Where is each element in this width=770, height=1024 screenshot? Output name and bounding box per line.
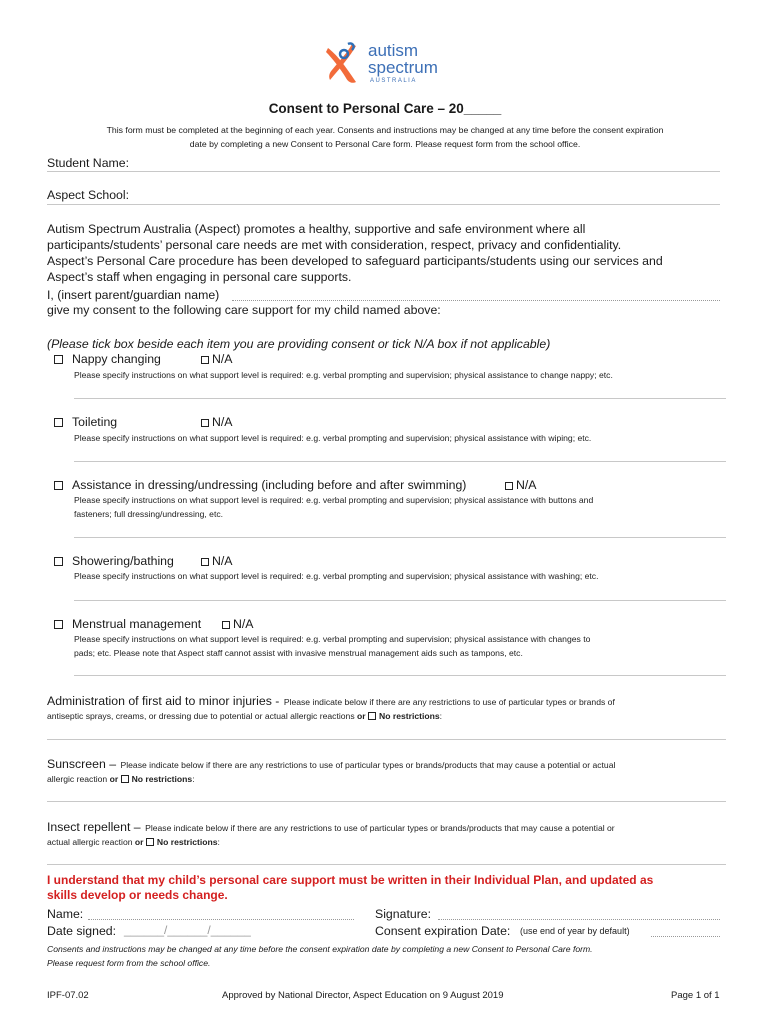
footer-note-line2: Please request form from the school office. xyxy=(47,958,211,968)
sunscreen-section xyxy=(47,756,737,786)
toileting-na-label: N/A xyxy=(212,415,233,429)
showering-note xyxy=(74,569,599,583)
item-menstrual xyxy=(54,617,201,631)
logo-line2: spectrum xyxy=(368,58,438,77)
consent-line2: give my consent to the following care support for my child named above: xyxy=(47,303,441,317)
first-aid-text2: antiseptic sprays, creams, or dressing due to potential or actual allergic reactions xyxy=(47,711,355,721)
dressing-note-line2: fasteners; full dressing/undressing, etc. xyxy=(74,509,224,519)
footer-page: Page 1 of 1 xyxy=(671,990,720,1001)
logo xyxy=(322,40,452,90)
sunscreen-heading: Sunscreen – xyxy=(47,757,117,771)
showering-na-checkbox[interactable] xyxy=(201,558,209,566)
sunscreen-or: or xyxy=(109,774,119,784)
showering-na-label: N/A xyxy=(212,554,233,568)
showering-label: Showering/bathing xyxy=(72,554,174,568)
dressing-note-line1: Please specify instructions on what support level is required: e.g. verbal prompting and supervision; physical assistance with buttons and xyxy=(74,495,594,505)
expiry-label: Consent expiration Date: xyxy=(375,924,511,938)
student-name-field[interactable] xyxy=(47,171,720,172)
dressing-label: Assistance in dressing/undressing (including before and after swimming) xyxy=(72,478,467,492)
insect-heading: Insect repellent – xyxy=(47,820,141,834)
item-nappy xyxy=(54,352,161,366)
item-showering xyxy=(54,554,174,568)
menstrual-label: Menstrual management xyxy=(72,617,202,631)
first-aid-section xyxy=(47,693,737,723)
sunscreen-field[interactable] xyxy=(47,801,726,802)
footer-note-line1: Consents and instructions may be changed at any time before the consent expiration date by completing a new Consent to Personal Care form. xyxy=(47,944,593,954)
student-name-label: Student Name: xyxy=(47,156,130,170)
expiry-note: (use end of year by default) xyxy=(520,926,630,936)
menstrual-note-line1: Please specify instructions on what support level is required: e.g. verbal prompting and supervision; physical assistance with changes to xyxy=(74,634,591,644)
insect-text1: Please indicate below if there are any restrictions to use of particular types or brands/products that may cause a potential or xyxy=(145,823,615,833)
insect-no-restrictions: No restrictions xyxy=(156,837,218,847)
tick-instruction: (Please tick box beside each item you are providing consent or tick N/A box if not applicable) xyxy=(47,337,551,351)
menstrual-note xyxy=(74,632,590,660)
name-field[interactable] xyxy=(88,919,354,920)
first-aid-heading: Administration of first aid to minor injuries - xyxy=(47,694,280,708)
insect-no-restrictions-checkbox[interactable] xyxy=(146,838,154,846)
toileting-checkbox[interactable] xyxy=(54,418,63,427)
page-title: Consent to Personal Care – 20_____ xyxy=(268,101,502,116)
showering-instructions-field[interactable] xyxy=(74,600,726,601)
first-aid-field[interactable] xyxy=(47,739,726,740)
expiry-field[interactable] xyxy=(651,936,720,937)
intro-line1: This form must be completed at the beginning of each year. Consents and instructions may be changed at any time before the consent expiration xyxy=(106,125,664,135)
menstrual-note-line2: pads; etc. Please note that Aspect staff cannot assist with invasive menstrual management aids such as tampons, etc. xyxy=(74,648,523,658)
nappy-instructions-field[interactable] xyxy=(74,398,726,399)
menstrual-na-checkbox[interactable] xyxy=(222,621,230,629)
nappy-checkbox[interactable] xyxy=(54,355,63,364)
logo-line3: AUSTRALIA xyxy=(370,78,417,84)
sunscreen-no-restrictions-checkbox[interactable] xyxy=(121,775,129,783)
first-aid-or: or xyxy=(357,711,366,721)
dressing-checkbox[interactable] xyxy=(54,481,63,490)
showering-na xyxy=(201,554,233,568)
insect-field[interactable] xyxy=(47,864,726,865)
intro-text xyxy=(0,123,770,151)
statement-p1-l2: participants/students’ personal care needs are met with consideration, respect, privacy and confidentiality. xyxy=(47,238,622,252)
sunscreen-text1: Please indicate below if there are any restrictions to use of particular types or brands/products that may cause a potential or actual xyxy=(120,760,616,770)
understand-line1: I understand that my child’s personal care support must be written in their Individual Plan, and updated as xyxy=(47,873,654,887)
first-aid-colon: : xyxy=(439,711,443,721)
dressing-na xyxy=(505,478,537,492)
statement-p2-l1: Aspect’s Personal Care procedure has been developed to safeguard participants/students using our services and xyxy=(47,254,663,268)
date-signed-label: Date signed: xyxy=(47,924,117,938)
statement-p1-l1: Autism Spectrum Australia (Aspect) promotes a healthy, supportive and safe environment where all xyxy=(47,222,586,236)
toileting-na xyxy=(201,415,233,429)
sunscreen-no-restrictions: No restrictions xyxy=(131,774,193,784)
understand-line2: skills develop or needs change. xyxy=(47,888,228,902)
toileting-instructions-field[interactable] xyxy=(74,461,726,462)
guardian-name-field[interactable] xyxy=(232,300,720,301)
signature-label: Signature: xyxy=(375,907,432,921)
first-aid-no-restrictions-checkbox[interactable] xyxy=(368,712,376,720)
footer-code: IPF-07.02 xyxy=(47,990,89,1001)
menstrual-checkbox[interactable] xyxy=(54,620,63,629)
item-dressing xyxy=(54,478,466,492)
toileting-note-line1: Please specify instructions on what support level is required: e.g. verbal prompting and supervision; physical assistance with wiping; etc. xyxy=(74,433,592,443)
name-label: Name: xyxy=(47,907,84,921)
showering-checkbox[interactable] xyxy=(54,557,63,566)
dressing-na-label: N/A xyxy=(516,478,537,492)
showering-note-line1: Please specify instructions on what support level is required: e.g. verbal prompting and supervision; physical assistance with washing; etc. xyxy=(74,571,599,581)
insect-section xyxy=(47,819,737,849)
nappy-na-checkbox[interactable] xyxy=(201,356,209,364)
intro-line2: date by completing a new Consent to Personal Care form. Please request form from the school office. xyxy=(189,139,581,149)
toileting-note xyxy=(74,431,591,445)
nappy-note-line1: Please specify instructions on what support level is required: e.g. verbal prompting and supervision; physical assistance to change nappy; etc. xyxy=(74,370,613,380)
nappy-na-label: N/A xyxy=(212,352,233,366)
sunscreen-text2: allergic reaction xyxy=(47,774,108,784)
dressing-na-checkbox[interactable] xyxy=(505,482,513,490)
aspect-school-label: Aspect School: xyxy=(47,188,130,202)
understand-statement xyxy=(47,873,653,903)
statement-p2-l2: Aspect’s staff when engaging in personal care supports. xyxy=(47,270,352,284)
insect-or: or xyxy=(134,837,144,847)
nappy-note xyxy=(74,368,613,382)
insect-colon: : xyxy=(217,837,220,847)
toileting-na-checkbox[interactable] xyxy=(201,419,209,427)
logo-line1: autism xyxy=(368,41,419,60)
menstrual-na-label: N/A xyxy=(233,617,254,631)
toileting-label: Toileting xyxy=(72,415,118,429)
first-aid-text1: Please indicate below if there are any restrictions to use of particular types or brands of xyxy=(283,697,615,707)
nappy-label: Nappy changing xyxy=(72,352,161,366)
footer-approved: Approved by National Director, Aspect Education on 9 August 2019 xyxy=(222,990,504,1001)
date-signed-field[interactable]: ______/______/______ xyxy=(124,923,251,937)
dressing-instructions-field[interactable] xyxy=(74,537,726,538)
consent-line1: I, (insert parent/guardian name) xyxy=(47,288,220,302)
statement xyxy=(47,221,663,285)
footer-note xyxy=(47,942,593,970)
insect-text2: actual allergic reaction xyxy=(47,837,133,847)
first-aid-no-restrictions: No restrictions xyxy=(379,711,440,721)
aspect-school-field[interactable] xyxy=(47,204,720,205)
signature-field[interactable] xyxy=(438,919,720,920)
menstrual-instructions-field[interactable] xyxy=(74,675,726,676)
nappy-na xyxy=(201,352,233,366)
item-toileting xyxy=(54,415,117,429)
autism-spectrum-logo-icon xyxy=(322,40,366,88)
menstrual-na xyxy=(222,617,254,631)
sunscreen-colon: : xyxy=(192,774,195,784)
dressing-note xyxy=(74,493,593,521)
